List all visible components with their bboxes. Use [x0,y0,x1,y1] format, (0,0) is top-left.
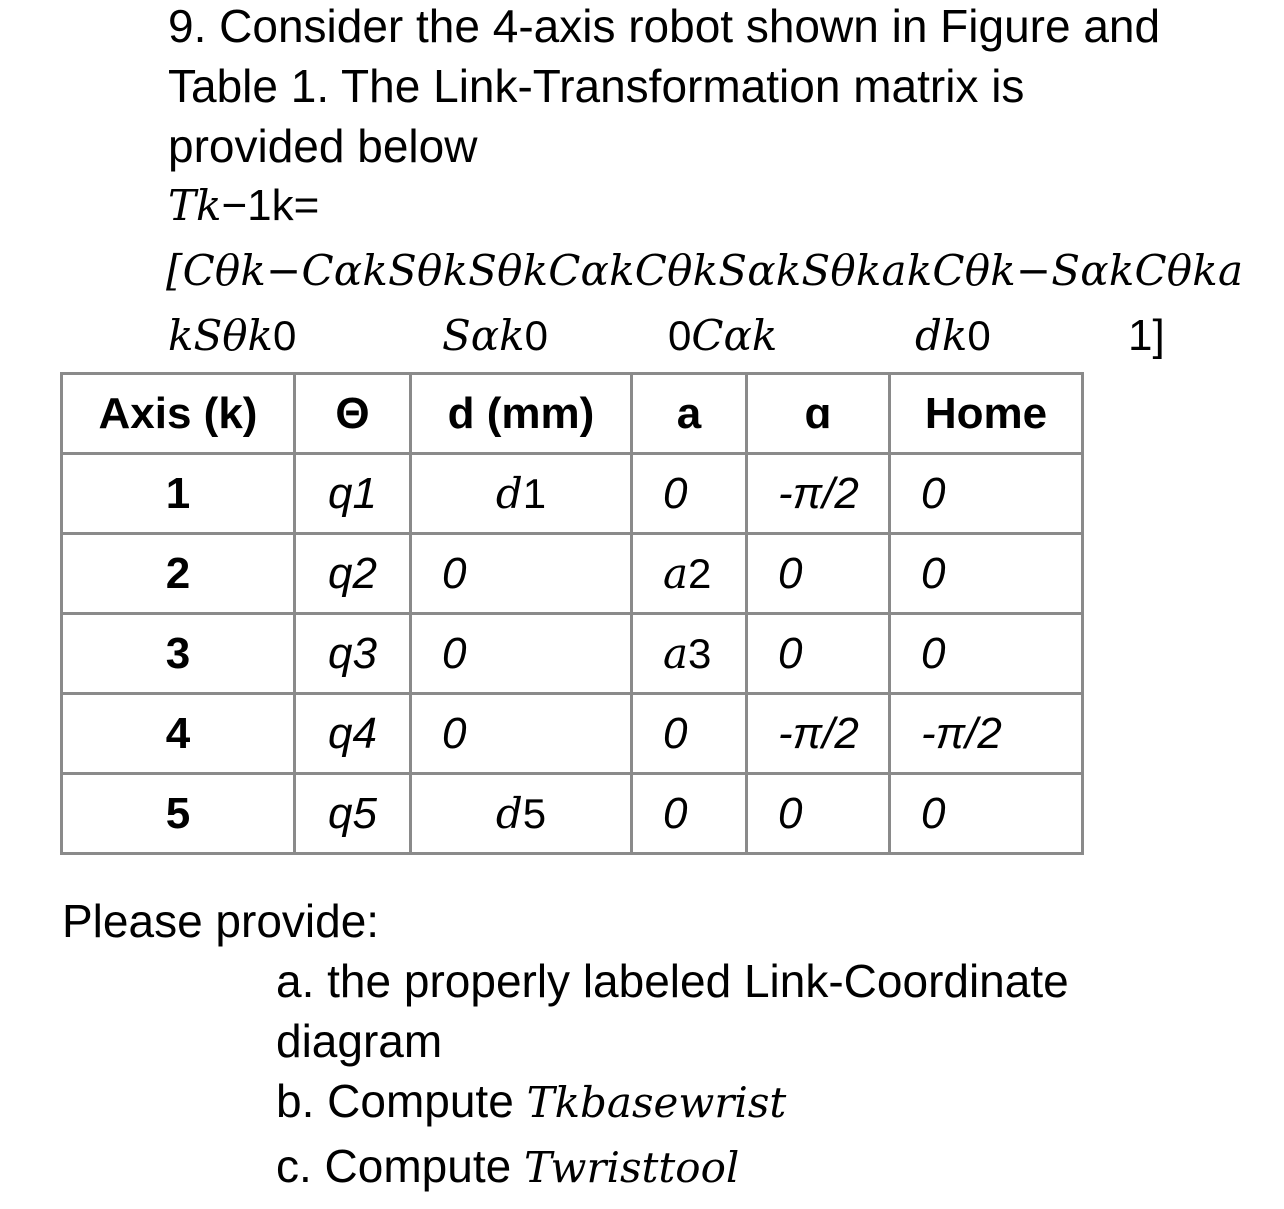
question-line-2: Table 1. The Link-Transformation matrix is [168,60,1025,112]
header-theta: Θ [295,374,411,454]
item-b-text: b. Compute [276,1075,527,1127]
transform-label-index: −1k= [221,181,320,230]
cell-alpha: 0 [747,774,890,854]
matrix-entry-italic: dk [915,311,968,360]
matrix-row-2-col-3 [668,310,777,362]
item-a-line-1: a. the properly labeled Link-Coordinate [276,955,1069,1007]
matrix-row-1: [Cθk−CαkSθkSθkCαkCθkSαkSθkakCθk−SαkCθka [166,246,1244,295]
header-d: d (mm) [411,374,632,454]
table-header-row [62,374,1083,454]
header-alpha: ɑ [747,374,890,454]
cell-alpha: -π/2 [747,454,890,534]
matrix-entry-upright: 0 [272,312,297,359]
item-b [276,1075,786,1129]
cell-home: 0 [890,774,1083,854]
header-home: Home [890,374,1083,454]
cell-d: 0 [411,694,632,774]
item-c-math: Twristtool [524,1143,740,1192]
transform-label-symbol: Tk [168,181,222,230]
cell-alpha: -π/2 [747,694,890,774]
cell-d: 0 [411,534,632,614]
cell-a [632,534,747,614]
cell-axis: 5 [62,774,295,854]
cell-d-var: d [495,789,523,838]
cell-d: 0 [411,614,632,694]
cell-a: 0 [632,454,747,534]
cell-theta: q2 [295,534,411,614]
cell-a-var: a [663,629,689,678]
item-b-math: Tkbasewrist [526,1078,787,1127]
cell-a [632,614,747,694]
please-provide-heading: Please provide: [62,895,380,947]
header-axis: Axis (k) [62,374,295,454]
matrix-entry-upright: 0 [668,312,692,359]
matrix-entry-italic: Sαk [442,311,525,360]
cell-theta: q4 [295,694,411,774]
item-a-line-2: diagram [276,1015,443,1067]
matrix-entry-italic: Cαk [691,311,778,360]
cell-a: 0 [632,774,747,854]
cell-d-num: 1 [522,470,547,517]
matrix-row-2-col-1 [168,310,296,362]
cell-home: -π/2 [890,694,1083,774]
cell-theta: q1 [295,454,411,534]
matrix-row-2-col-5: 1] [1128,311,1165,360]
cell-a: 0 [632,694,747,774]
matrix-entry-upright: 0 [524,312,548,359]
matrix-entry-upright: 0 [967,312,991,359]
cell-a-var: a [663,549,689,598]
matrix-row-2-col-2 [442,310,548,362]
dh-parameter-table [60,372,1084,855]
table-row [62,534,1083,614]
cell-d [411,454,632,534]
cell-alpha: 0 [747,614,890,694]
cell-theta: q5 [295,774,411,854]
cell-a-num: 3 [688,630,712,677]
cell-home: 0 [890,534,1083,614]
cell-axis: 3 [62,614,295,694]
cell-d-var: d [495,469,523,518]
table-row [62,614,1083,694]
cell-home: 0 [890,454,1083,534]
cell-axis: 1 [62,454,295,534]
cell-a-num: 2 [688,550,712,597]
cell-axis: 2 [62,534,295,614]
table-row [62,454,1083,534]
cell-axis: 4 [62,694,295,774]
question-line-1: 9. Consider the 4-axis robot shown in Figure and [168,0,1161,52]
matrix-entry-italic: kSθk [168,311,273,360]
cell-d-num: 5 [522,790,547,837]
table-row [62,694,1083,774]
question-line-3: provided below [168,120,478,172]
item-c-text: c. Compute [276,1140,524,1192]
header-a: a [632,374,747,454]
item-c [276,1140,739,1194]
matrix-row-2-col-4 [915,310,991,362]
transform-label [168,180,319,242]
cell-d [411,774,632,854]
cell-alpha: 0 [747,534,890,614]
cell-theta: q3 [295,614,411,694]
table-row [62,774,1083,854]
cell-home: 0 [890,614,1083,694]
